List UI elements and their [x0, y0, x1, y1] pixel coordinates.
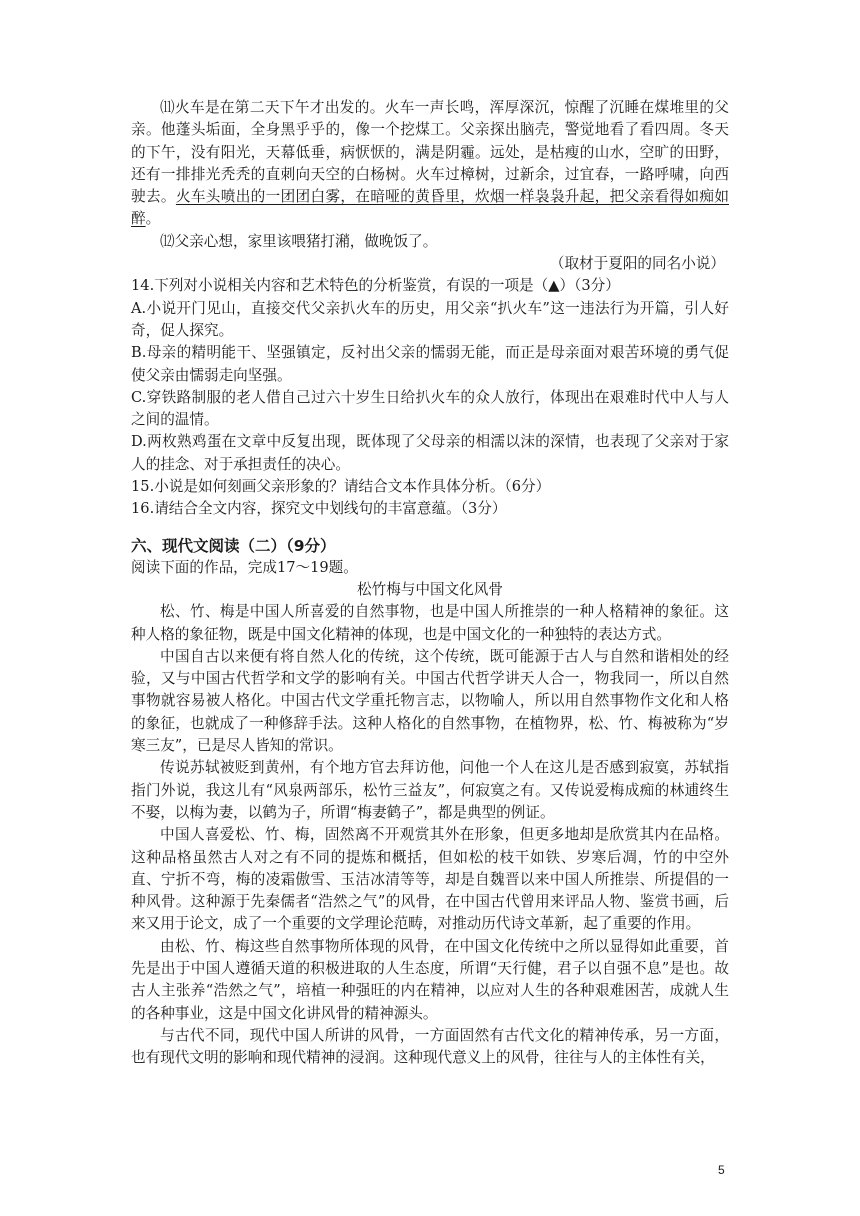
paragraph-11-text: ⑾火车是在第二天下午才出发的。火车一声长鸣，浑厚深沉，惊醒了沉睡在煤堆里的父亲。他蓬头垢面，全身黑乎乎的，像一个挖煤工。父亲探出脑壳，警觉地看了看四周。冬天的下午，没有阳光，天幕低垂，病恹恹的，满是阴霾。远处，是枯瘦的山水，空旷的田野，还有一排排光秃秃的直刺向天空的白杨树。火车过樟树，过新余，过宜春，一路呼啸，向西驶去。 [131, 99, 729, 206]
article-paragraph-6: 与古代不同，现代中国人所讲的风骨，一方面固然有古代文化的精神传承，另一方面，也有现代文明的影响和现代精神的浸润。这种现代意义上的风骨，往往与人的主体性有关， [131, 1026, 729, 1067]
section-instruction: 阅读下面的作品，完成17～19题。 [131, 558, 358, 576]
section-title: 六、现代文阅读（二）（9分） [131, 536, 336, 555]
question-14: 14.下列对小说相关内容和艺术特色的分析鉴赏，有误的一项是（▲）（3分） [131, 277, 620, 295]
question-16: 16.请结合全文内容，探究文中划线句的丰富意蕴。（3分） [131, 500, 507, 518]
paragraph-12: ⑿父亲心想，家里该喂猪打潲，做晚饭了。 [160, 232, 438, 250]
source-note: （取材于夏阳的同名小说） [549, 255, 725, 273]
article-paragraph-2: 中国自古以来便有将自然人化的传统，这个传统，既可能源于古人与自然和谐相处的经验，又与中国古代哲学和文学的影响有关。中国古代哲学讲天人合一，物我同一，所以自然事物就容易被人格化。中国古代文学重托物言志，以物喻人，所以用自然事物作文化和人格的象征，也就成了一种修辞手法。这种人格化的自然事物，在植物界，松、竹、梅被称为“岁寒三友”，已是尽人皆知的常识。 [131, 647, 729, 755]
article-title: 松竹梅与中国文化风骨 [357, 580, 503, 598]
paragraph-11-end: 。 [145, 210, 161, 228]
article-paragraph-4: 中国人喜爱松、竹、梅，固然离不开观赏其外在形象，但更多地却是欣赏其内在品格。这种品格虽然古人对之有不同的提炼和概括，但如松的枝干如铁、岁寒后凋，竹的中空外直、宁折不弯，梅的凌霜傲雪、玉洁冰清等等，却是自魏晋以来中国人所推崇、所提倡的一种风骨。这种源于先秦儒者“浩然之气”的风骨，在中国古代曾用来评品人物、鉴赏书画，后来又用于论文，成了一个重要的文学理论范畴，对推动历代诗文革新，起了重要的作用。 [131, 826, 729, 933]
page-number: 5 [718, 1163, 725, 1177]
article-paragraph-5: 由松、竹、梅这些自然事物所体现的风骨，在中国文化传统中之所以显得如此重要，首先是出于中国人遵循天道的积极进取的人生态度，所谓“天行健，君子以自强不息”是也。故古人主张养“浩然之气”，培植一种强旺的内在精神，以应对人生的各种艰难困苦，成就人生的各种事业，这是中国文化讲风骨的精神源头。 [131, 937, 729, 1022]
question-15: 15.小说是如何刻画父亲形象的？请结合文本作具体分析。（6分） [131, 478, 551, 496]
paragraph-11 [131, 97, 729, 231]
page-content [131, 97, 729, 1069]
option-d: D.两枚熟鸡蛋在文章中反复出现，既体现了父母亲的相濡以沫的深情，也表现了父亲对于家人的挂念、对于承担责任的决心。 [131, 433, 729, 473]
option-b: B.母亲的精明能干、坚强镇定，反衬出父亲的懦弱无能，而正是母亲面对艰苦环境的勇气促使父亲由懦弱走向坚强。 [131, 344, 729, 384]
article-paragraph-3: 传说苏轼被贬到黄州，有个地方官去拜访他，问他一个人在这儿是否感到寂寞，苏轼指指门外说，我这儿有“风泉两部乐，松竹三益友”，何寂寞之有。又传说爱梅成痴的林逋终生不娶，以梅为妻，以鹤为子，所谓“梅妻鹤子”，都是典型的例证。 [131, 759, 729, 821]
option-a: A.小说开门见山，直接交代父亲扒火车的历史，用父亲“扒火车”这一违法行为开篇，引人好奇，促人探究。 [131, 299, 729, 339]
option-c: C.穿铁路制服的老人借自己过六十岁生日给扒火车的众人放行，体现出在艰难时代中人与人之间的温情。 [131, 388, 729, 429]
underlined-sentence: 火车头喷出的一团团白雾，在暗哑的黄昏里，炊烟一样袅袅升起，把父亲看得如痴如醉 [131, 188, 729, 228]
article-paragraph-1: 松、竹、梅是中国人所喜爱的自然事物，也是中国人所推崇的一种人格精神的象征。这种人格的象征物，既是中国文化精神的体现，也是中国文化的一种独特的表达方式。 [131, 603, 729, 643]
